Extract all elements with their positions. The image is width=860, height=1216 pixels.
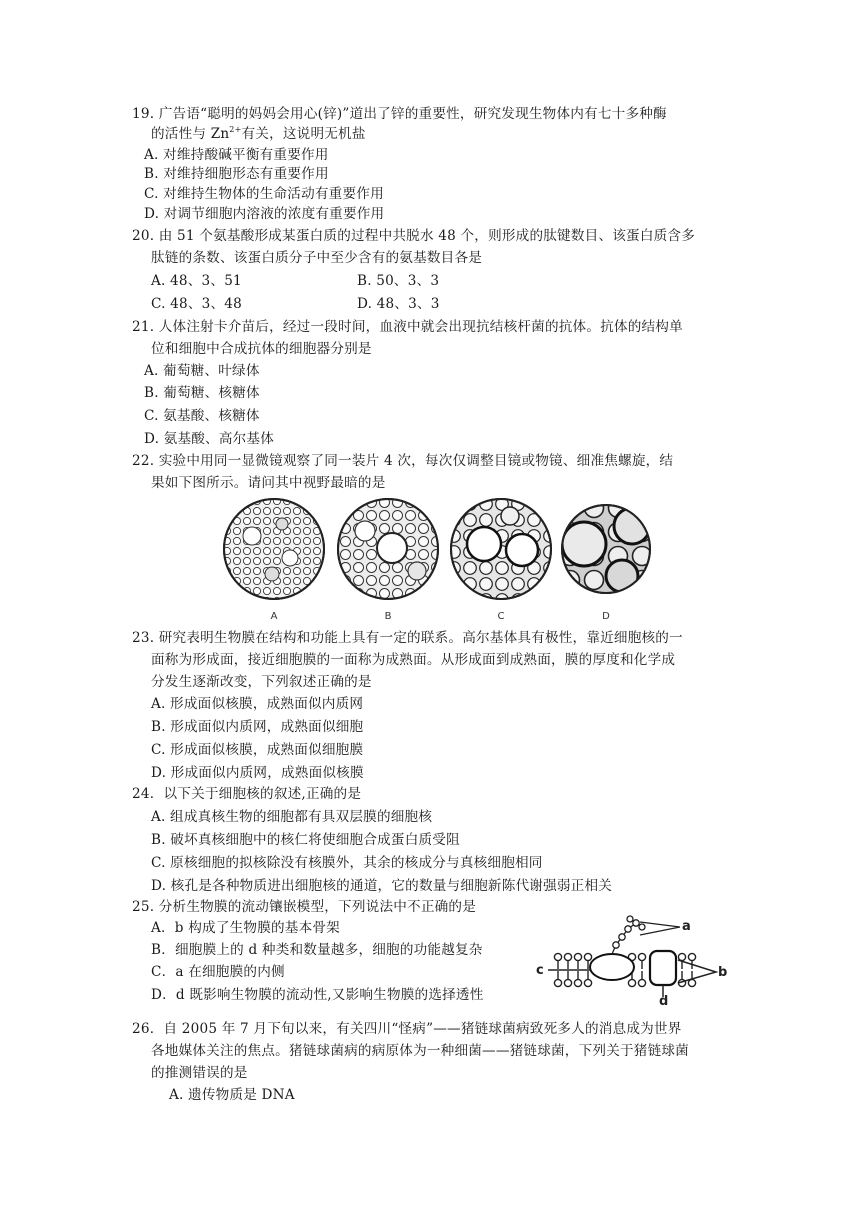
q23-stem-line3: 分发生逐渐改变，下列叙述正确的是 xyxy=(151,674,372,690)
q22-stem-line1: 22. 实验中用同一显微镜观察了同一装片 4 次，每次仅调整目镜或物镜、细准焦螺旋，结 xyxy=(132,453,674,469)
q26-stem-line1: 26．自 2005 年 7 月下旬以来，有关四川“怪病”——猪链球菌病致死多人的消息成为世界 xyxy=(132,1021,682,1037)
q25-option-c: C．a 在细胞膜的内侧 xyxy=(151,964,285,980)
q23-stem-line2: 面称为形成面，接近细胞膜的一面称为成熟面。从形成面到成熟面，膜的厚度和化学成 xyxy=(151,652,676,668)
q20-stem-line1: 20. 由 51 个氨基酸形成某蛋白质的过程中共脱水 48 个，则形成的肽键数目、该蛋白质含多 xyxy=(132,228,695,244)
q26-option-a: A. 遗传物质是 DNA xyxy=(169,1087,295,1103)
q23-option-c: C. 形成面似核膜，成熟面似细胞膜 xyxy=(151,742,364,758)
q20-option-c: C. 48、3、48 xyxy=(151,296,242,312)
q21-option-c: C. 氨基酸、核糖体 xyxy=(144,408,260,424)
q21-option-b: B. 葡萄糖、核糖体 xyxy=(144,385,260,401)
q24-option-a: A. 组成真核生物的细胞都有具双层膜的细胞核 xyxy=(151,809,433,825)
label-a: a xyxy=(682,919,691,934)
view-label-a: A xyxy=(270,611,278,622)
view-label-d: D xyxy=(602,611,610,622)
q19-stem-line2: 的活性与 $Zn^{2+}$有关，这说明无机盐 xyxy=(151,125,366,142)
q20-option-b: B. 50、3、3 xyxy=(357,273,440,289)
label-b: b xyxy=(718,965,728,980)
fluid-mosaic-model-figure xyxy=(532,905,752,1005)
q20-stem-line2: 肽链的条数、该蛋白质分子中至少含有的氨基数目各是 xyxy=(151,250,483,266)
membrane-protein-box xyxy=(650,951,676,985)
label-c: c xyxy=(536,963,544,978)
microscope-view-d xyxy=(562,505,650,593)
q23-option-a: A. 形成面似核膜，成熟面似内质网 xyxy=(151,696,364,712)
q20-option-d: D. 48、3、3 xyxy=(357,296,440,312)
q23-option-b: B. 形成面似内质网，成熟面似细胞 xyxy=(151,719,364,735)
pointer-a xyxy=(640,922,680,935)
q22-stem-line2: 果如下图所示。请问其中视野最暗的是 xyxy=(151,475,386,491)
q24-option-c: C. 原核细胞的拟核除没有核膜外，其余的核成分与真核细胞相同 xyxy=(151,855,543,871)
q24-option-d: D. 核孔是各种物质进出细胞核的通道，它的数量与细胞新陈代谢强弱正相关 xyxy=(151,878,613,894)
view-label-b: B xyxy=(384,611,392,622)
q25-option-a: A．b 构成了生物膜的基本骨架 xyxy=(151,920,340,936)
microscope-view-b xyxy=(338,499,438,599)
q19-option-c: C. 对维持生物体的生命活动有重要作用 xyxy=(144,186,384,202)
microscope-view-a xyxy=(224,499,324,599)
membrane-protein-ellipse xyxy=(590,954,634,980)
q21-stem-line1: 21. 人体注射卡介苗后，经过一段时间，血液中就会出现抗结核杆菌的抗体。抗体的结构单 xyxy=(132,319,683,335)
q19-stem-line1: 19. 广告语“聪明的妈妈会用心(锌)”道出了锌的重要性，研究发现生物体内有七十多种酶 xyxy=(132,106,667,122)
q26-stem-line2: 各地媒体关注的焦点。猪链球菌病的病原体为一种细菌——猪链球菌，下列关于猪链球菌 xyxy=(151,1043,689,1059)
q25-option-d: D．d 既影响生物膜的流动性,又影响生物膜的选择透性 xyxy=(151,987,484,1003)
label-d: d xyxy=(659,994,669,1005)
q24-stem-line1: 24．以下关于细胞核的叙述,正确的是 xyxy=(132,786,362,802)
microscope-views-figure xyxy=(222,496,652,626)
q21-stem-line2: 位和细胞中合成抗体的细胞器分别是 xyxy=(151,341,372,357)
q24-option-b: B. 破坏真核细胞中的核仁将使细胞合成蛋白质受阻 xyxy=(151,832,460,848)
q19-option-a: A. 对维持酸碱平衡有重要作用 xyxy=(144,147,329,163)
view-label-c: C xyxy=(497,611,505,622)
q23-option-d: D. 形成面似内质网，成熟面似核膜 xyxy=(151,765,364,781)
q25-option-b: B．细胞膜上的 d 种类和数量越多，细胞的功能越复杂 xyxy=(151,942,483,958)
q21-option-d: D. 氨基酸、高尔基体 xyxy=(144,431,275,447)
q19-option-b: B. 对维持细胞形态有重要作用 xyxy=(144,166,329,182)
microscope-view-c xyxy=(451,499,551,599)
q26-stem-line3: 的推测错误的是 xyxy=(151,1065,248,1081)
q19-option-d: D. 对调节细胞内溶液的浓度有重要作用 xyxy=(144,206,385,222)
q25-stem-line1: 25. 分析生物膜的流动镶嵌模型，下列说法中不正确的是 xyxy=(132,899,476,915)
q23-stem-line1: 23. 研究表明生物膜在结构和功能上具有一定的联系。高尔基体具有极性，靠近细胞核的一 xyxy=(132,630,683,646)
q21-option-a: A. 葡萄糖、叶绿体 xyxy=(144,363,260,379)
q20-option-a: A. 48、3、51 xyxy=(151,273,242,289)
